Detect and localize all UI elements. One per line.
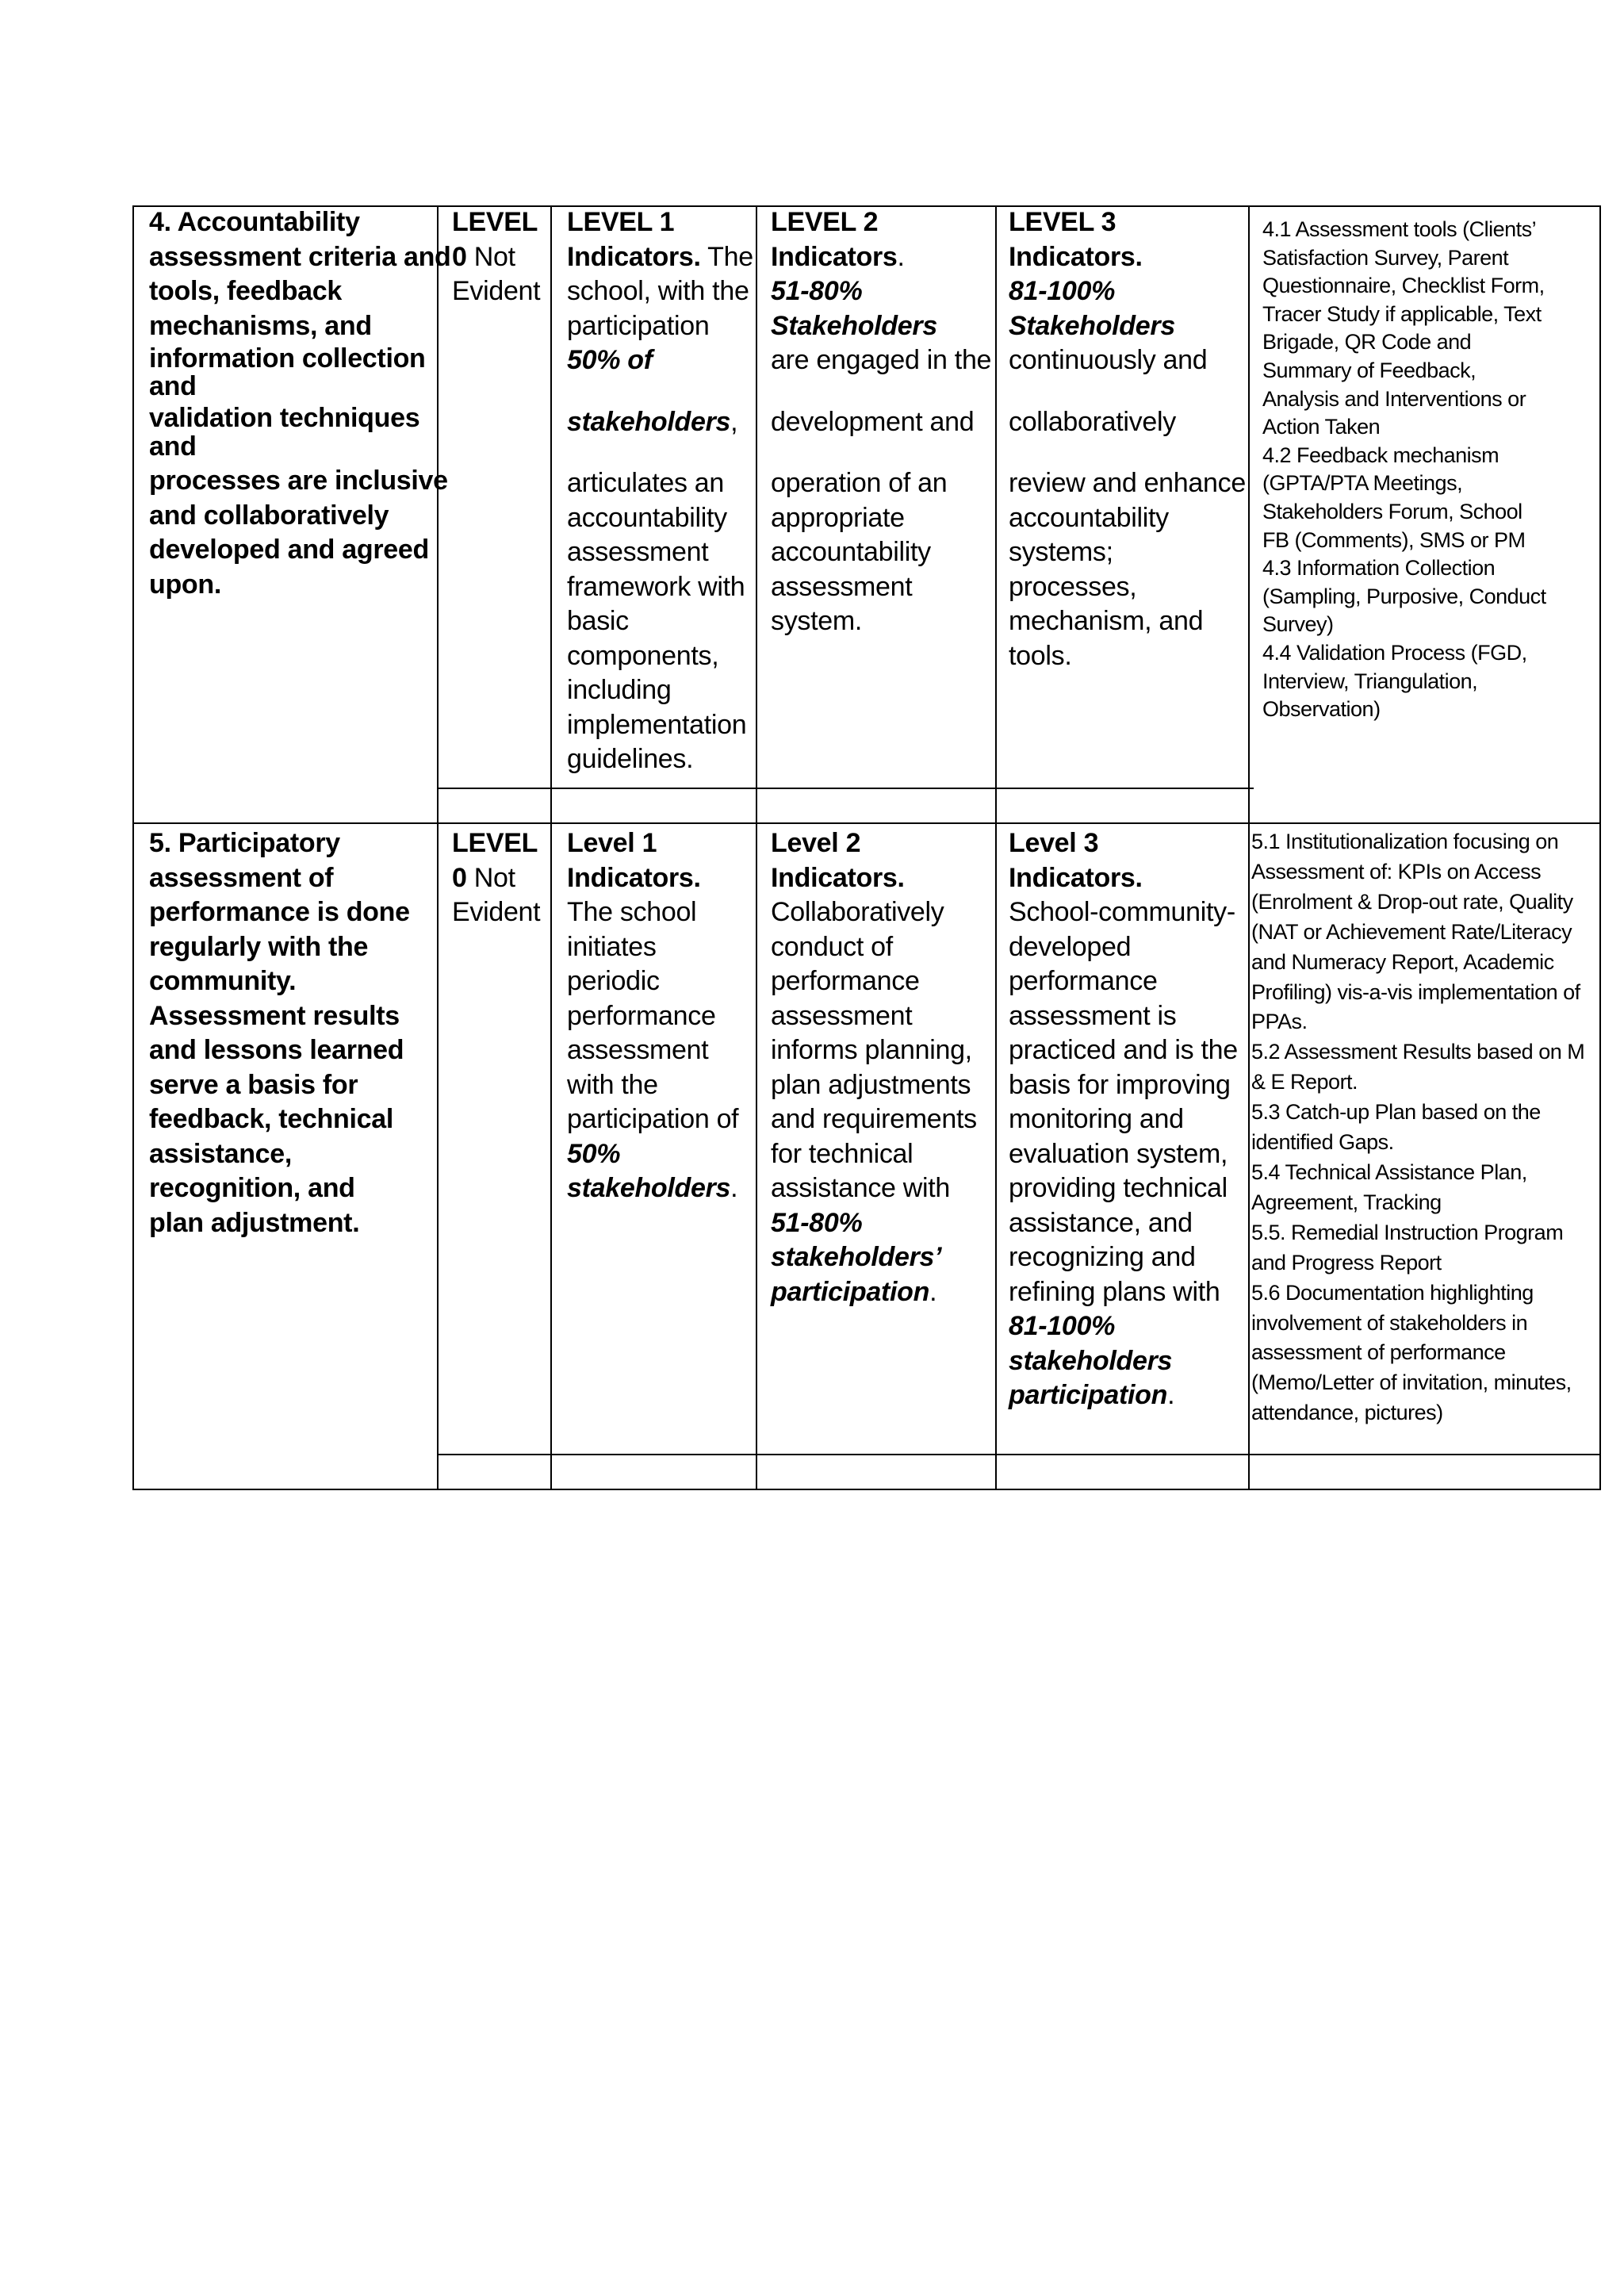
row-4-level-3: LEVEL 3 Indicators. 81-100% Stakeholders continuously and collaboratively review and enhance accountability systems; processes, mechanism, and tools. <box>1009 207 1246 671</box>
col-divider-5 <box>1248 205 1250 1490</box>
row-5-level-3: Level 3 Indicators. School-community- developed performance assessment is practiced and is the basis for improving monitoring and evaluation system, providing technical assistance, and recognizing and refining plans with 81-100% stakeholders participation. <box>1009 828 1238 1410</box>
row-5-means-of-verification: 5.1 Institutionalization focusing on Assessment of: KPIs on Access (Enrolment & Drop-out rate, Quality (NAT or Achievement Rate/Literacy and Numeracy Report, Academic Profiling) vis-a-vis implementation of PPAs. 5.2 Assessment Results based on M & E Report. 5.3 Catch-up Plan based on the identified Gaps. 5.4 Technical Assistance Plan, Agreement, Tracking 5.5. Remedial Instruction Program and Progress Report 5.6 Documentation highlighting involvement of stakeholders in assessment of performance (Memo/Letter of invitation, minutes, attendance, pictures) <box>1251 830 1585 1425</box>
row-5-level-0: LEVEL 0 Not Evident <box>452 828 541 927</box>
row-5-level-2: Level 2 Indicators. Collaboratively conduct of performance assessment informs planning, plan adjustments and requirements for technical assistance with 51-80% stakeholders’ participation. <box>771 828 977 1307</box>
row-4-level-2: LEVEL 2 Indicators. 51-80% Stakeholders are engaged in the development and operation of an appropriate accountability assessment system. <box>771 207 992 636</box>
row-4-level-0: LEVEL 0 Not Evident <box>452 207 541 306</box>
table-border-left <box>132 205 134 1490</box>
row-divider <box>132 822 1601 824</box>
row-5-criterion: 5. Participatory assessment of performance is done regularly with the community. Assessment results and lessons learned serve a basis for feedback, technical assistance, recognition, and plan adjustment. <box>149 828 410 1238</box>
row-4-level-1: LEVEL 1 Indicators. The school, with the participation 50% of stakeholders, articulates an accountability assessment framework with basic components, including implementation guidelines. <box>567 207 753 774</box>
row-5-inner-bottom <box>437 1454 1601 1455</box>
table-border-right <box>1599 205 1601 1490</box>
row-4-means-of-verification: 4.1 Assessment tools (Clients’ Satisfaction Survey, Parent Questionnaire, Checklist Form, Tracer Study if applicable, Text Brigade, QR Code and Summary of Feedback, Analysis and Interventions or Action Taken 4.2 Feedback mechanism (GPTA/PTA Meetings, Stakeholders Forum, School FB (Comments), SMS or PM 4.3 Information Collection (Sampling, Purposive, Conduct Survey) 4.4 Validation Process (FGD, Interview, Triangulation, Observation) <box>1262 217 1546 722</box>
row-5-level-1: Level 1 Indicators. The school initiates periodic performance assessment with the participation of 50% stakeholders. <box>567 828 739 1203</box>
col-divider-4 <box>995 205 997 1490</box>
row-4-criterion: 4. Accountability assessment criteria and tools, feedback mechanisms, and information collection and validation techniques and processes are inclusive and collaboratively developed and agreed upon. <box>149 207 451 600</box>
row-4-inner-bottom <box>437 788 1254 789</box>
table-border-bottom <box>132 1489 1601 1490</box>
col-divider-3 <box>756 205 757 1490</box>
col-divider-2 <box>550 205 552 1490</box>
